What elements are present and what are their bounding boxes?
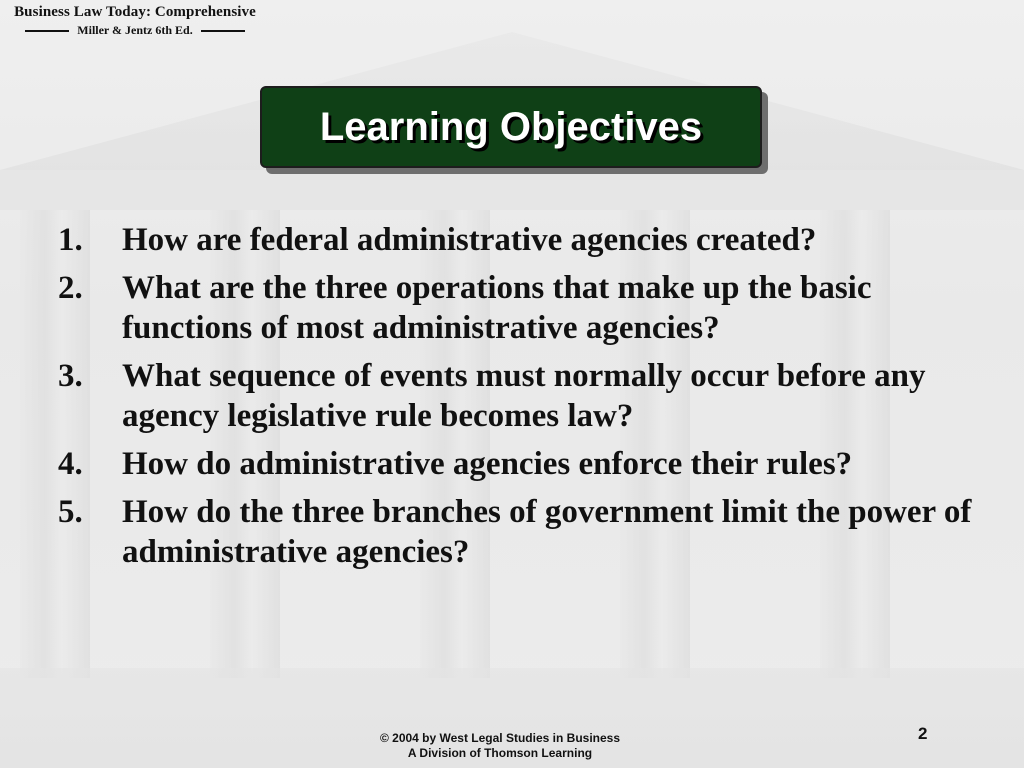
divider-rule-right (201, 30, 245, 32)
objective-number: 3. (58, 358, 83, 394)
objective-text: How do administrative agencies enforce their rules? (122, 446, 853, 482)
objective-item (58, 444, 978, 484)
objective-number: 4. (58, 446, 83, 482)
objective-item (58, 268, 978, 348)
objective-text: What are the three operations that make up the basic functions of most administrative agencies? (122, 270, 872, 346)
book-title: Business Law Today: Comprehensive (14, 4, 256, 20)
objectives-list (58, 220, 978, 580)
book-subtitle: Miller & Jentz 6th Ed. (77, 23, 193, 37)
divider-rule-left (25, 30, 69, 32)
objective-item (58, 356, 978, 436)
objective-text: How do the three branches of government limit the power of administrative agencies? (122, 494, 972, 570)
page-number: 2 (918, 724, 928, 743)
title-badge-box (260, 86, 762, 168)
footer-copyright (340, 731, 660, 761)
objective-item (58, 220, 978, 260)
slide-title: Learning Objectives (319, 104, 703, 149)
objective-text: How are federal administrative agencies created? (122, 222, 817, 258)
objective-text: What sequence of events must normally occur before any agency legislative rule becomes law? (122, 358, 926, 434)
objective-number: 1. (58, 222, 83, 258)
title-badge (260, 86, 762, 168)
background-entablature (0, 170, 1024, 210)
objective-item (58, 492, 978, 572)
division-line: A Division of Thomson Learning (407, 746, 593, 760)
objective-number: 2. (58, 270, 83, 306)
copyright-line: © 2004 by West Legal Studies in Business (379, 731, 621, 745)
objective-number: 5. (58, 494, 83, 530)
book-subtitle-row (4, 23, 266, 38)
book-header (4, 4, 266, 38)
